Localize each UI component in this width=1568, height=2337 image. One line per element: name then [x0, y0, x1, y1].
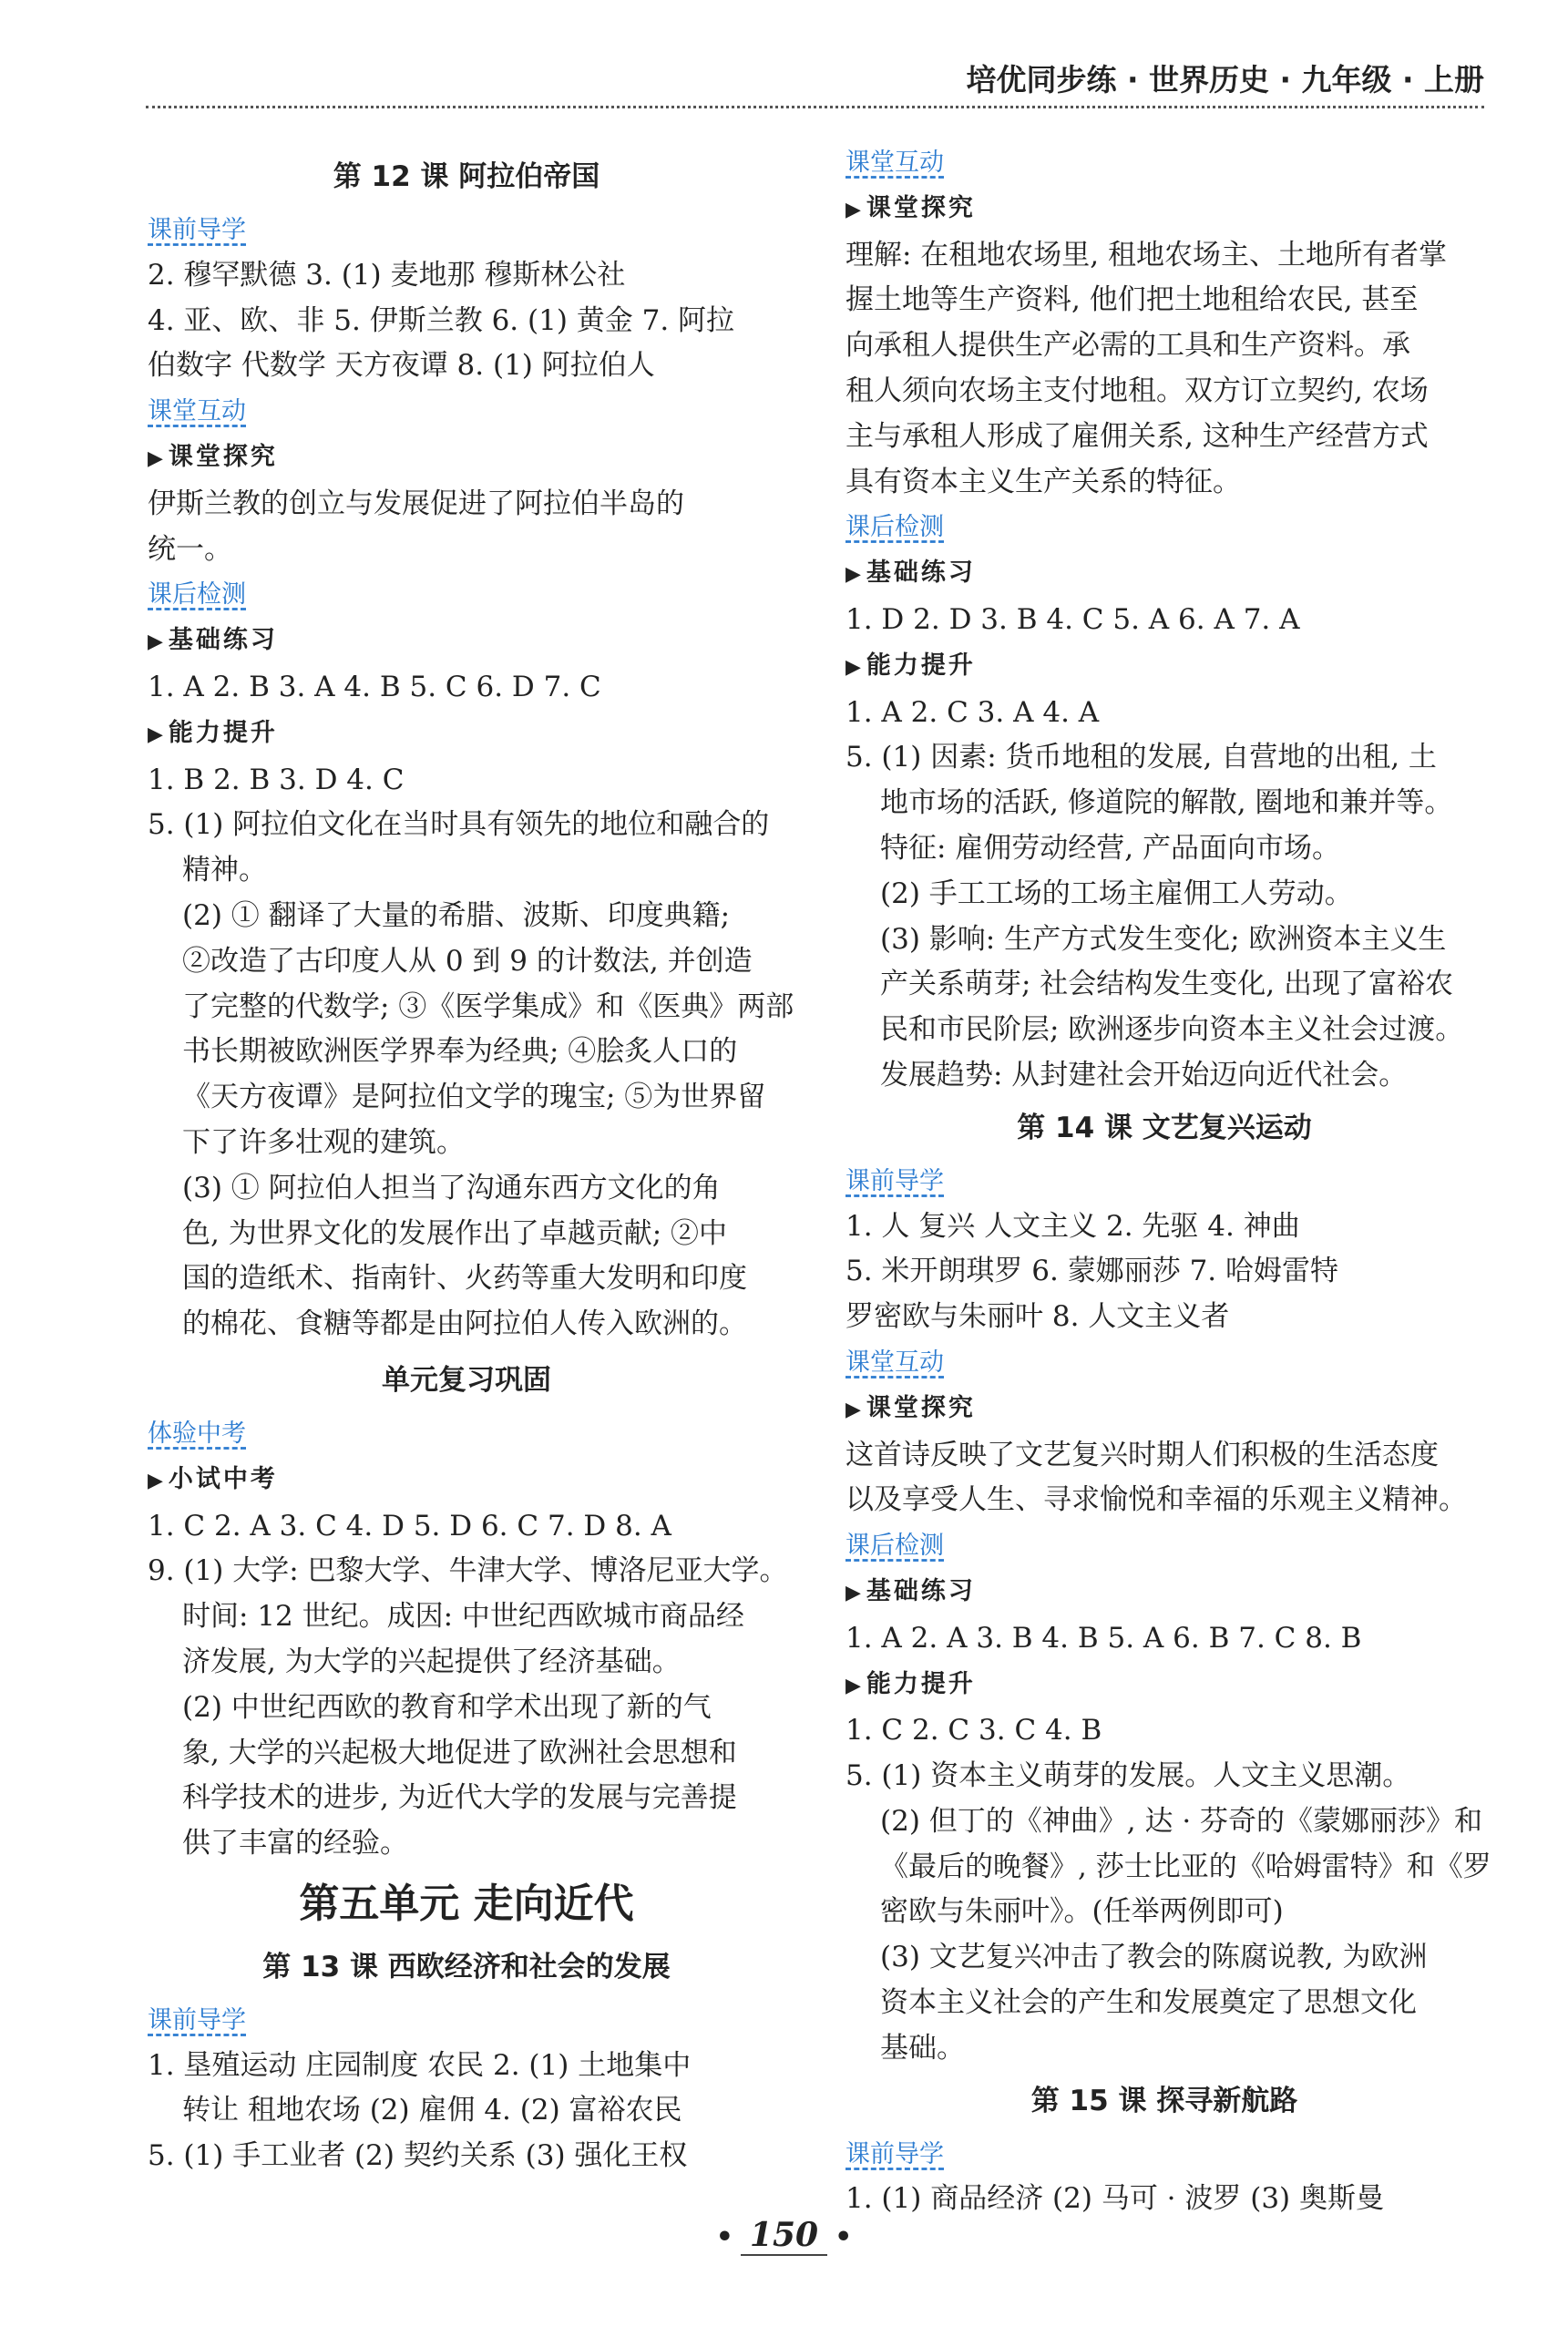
subsection-heading	[845, 643, 1483, 691]
subsection-heading	[148, 618, 785, 665]
answer-line: 理解: 在租地农场里, 租地农场主、土地所有者掌	[845, 238, 1448, 272]
subsection-heading	[845, 1569, 1483, 1616]
answer-line-indented: (3) 文艺复兴冲击了教会的陈腐说教, 为欧洲	[880, 1941, 1428, 1974]
answer-line: 主与承租人形成了雇佣关系, 这种生产经营方式	[845, 419, 1429, 453]
answer-line: 1. A 2. B 3. A 4. B 5. C 6. D 7. C	[148, 670, 601, 703]
answer-line-indented: 产关系萌芽; 社会结构发生变化, 出现了富裕农	[880, 968, 1454, 1001]
triangle-bullet-icon: ▶	[148, 446, 163, 470]
section-label: 课后检测	[845, 1532, 944, 1561]
answer-line: 4. 亚、欧、非 5. 伊斯兰教 6. (1) 黄金 7. 阿拉	[148, 303, 735, 337]
answer-line: 1. B 2. B 3. D 4. C	[148, 763, 405, 796]
section-label: 体验中考	[148, 1419, 246, 1448]
page-header	[146, 55, 1484, 108]
answer-line: 1. C 2. C 3. C 4. B	[845, 1714, 1102, 1748]
answer-line: 这首诗反映了文艺复兴时期人们积极的生活态度	[845, 1438, 1439, 1471]
section-label: 课前导学	[148, 216, 246, 244]
page-number-value: 150	[741, 2216, 827, 2256]
subsection-heading	[845, 186, 1483, 233]
subsection-heading	[148, 435, 785, 482]
subsection-heading	[148, 711, 785, 758]
answer-line-indented: (2) 中世纪西欧的教育和学术出现了新的气	[182, 1690, 712, 1724]
answer-line-indented: 下了许多壮观的建筑。	[182, 1125, 465, 1159]
section-label: 课前导学	[148, 2005, 246, 2035]
answer-line-indented: 发展趋势: 从封建社会开始迈向近代社会。	[880, 1058, 1408, 1092]
answer-line: 具有资本主义生产关系的特征。	[845, 465, 1241, 498]
answer-line-indented: (2) 但丁的《神曲》, 达 · 芬奇的《蒙娜丽莎》和	[880, 1804, 1483, 1838]
answer-line-indented: (2) ① 翻译了大量的希腊、波斯、印度典籍;	[182, 898, 731, 932]
answer-line: 2. 穆罕默德 3. (1) 麦地那 穆斯林公社	[148, 258, 626, 292]
section-label: 课前导学	[845, 2139, 944, 2168]
answer-line: 9. (1) 大学: 巴黎大学、牛津大学、博洛尼亚大学。	[148, 1554, 788, 1588]
lesson-title: 第 12 课 阿拉伯帝国	[333, 160, 600, 193]
subsection-heading	[845, 1386, 1483, 1433]
answer-line: 5. (1) 阿拉伯文化在当时具有领先的地位和融合的	[148, 808, 770, 842]
section-label: 课堂互动	[845, 149, 944, 177]
triangle-bullet-icon: ▶	[148, 723, 163, 746]
answer-line-indented: 象, 大学的兴起极大地促进了欧洲社会思想和	[182, 1736, 737, 1769]
subsection-heading	[845, 550, 1483, 598]
section-label: 课前导学	[845, 1166, 944, 1195]
answer-line-indented: ②改造了古印度人从 0 到 9 的计数法, 并创造	[182, 944, 753, 978]
answer-line: 握土地等生产资料, 他们把土地租给农民, 甚至	[845, 283, 1419, 317]
subsection-heading-text: 课堂探究	[866, 1393, 976, 1422]
subsection-heading-text: 基础练习	[866, 559, 976, 588]
answer-line-indented: 密欧与朱丽叶》。(任举两例即可)	[880, 1895, 1284, 1929]
answer-line: 1. A 2. C 3. A 4. A	[845, 695, 1100, 729]
triangle-bullet-icon: ▶	[148, 1469, 163, 1492]
answer-line-indented: 《天方夜谭》是阿拉伯文学的瑰宝; ⑤为世界留	[182, 1081, 766, 1114]
triangle-bullet-icon: ▶	[148, 630, 163, 654]
answer-line-indented: 特征: 雇佣劳动经营, 产品面向市场。	[880, 831, 1341, 865]
subsection-heading-text: 能力提升	[866, 1669, 976, 1698]
answer-line-indented: 国的造纸术、指南针、火药等重大发明和印度	[182, 1262, 747, 1296]
answer-line-indented: 资本主义社会的产生和发展奠定了思想文化	[880, 1986, 1417, 2020]
subsection-heading-text: 课堂探究	[866, 193, 976, 222]
answer-line-indented: 地市场的活跃, 修道院的解散, 圈地和兼并等。	[880, 786, 1453, 820]
lesson-title: 第 13 课 西欧经济和社会的发展	[262, 1950, 671, 1983]
answer-line: 1. A 2. A 3. B 4. B 5. A 6. B 7. C 8. B	[845, 1621, 1362, 1655]
answer-line-indented: 民和市民阶层; 欧洲逐步向资本主义社会过渡。	[880, 1013, 1464, 1047]
lesson-title: 第 15 课 探寻新航路	[1030, 2084, 1298, 2117]
subsection-heading-text: 能力提升	[168, 718, 278, 747]
answer-line-indented: 基础。	[880, 2031, 965, 2065]
page-number: • 150 •	[715, 2216, 853, 2254]
answer-line-indented: 转让 租地农场 (2) 雇佣 4. (2) 富裕农民	[182, 2094, 682, 2127]
answer-line-indented: (3) ① 阿拉伯人担当了沟通东西方文化的角	[182, 1171, 721, 1204]
section-label: 课堂互动	[845, 1348, 944, 1377]
answer-line: 5. (1) 手工业者 (2) 契约关系 (3) 强化王权	[148, 2139, 688, 2173]
section-label: 课后检测	[148, 580, 246, 610]
subsection-heading	[148, 1457, 785, 1504]
answer-line: 以及享受人生、寻求愉悦和幸福的乐观主义精神。	[845, 1483, 1467, 1517]
answer-line-indented: 色, 为世界文化的发展作出了卓越贡献; ②中	[182, 1216, 728, 1250]
book-title: 培优同步练 · 世界历史 · 九年级 · 上册	[966, 62, 1484, 97]
review-title: 单元复习巩固	[382, 1363, 551, 1397]
subsection-heading-text: 能力提升	[866, 651, 976, 680]
triangle-bullet-icon: ▶	[845, 655, 861, 679]
subsection-heading-text: 课堂探究	[168, 442, 278, 471]
answer-line-indented: 供了丰富的经验。	[182, 1827, 408, 1860]
triangle-bullet-icon: ▶	[845, 198, 861, 221]
answer-line-indented: 济发展, 为大学的兴起提供了经济基础。	[182, 1645, 681, 1678]
answer-line: 1. C 2. A 3. C 4. D 5. D 6. C 7. D 8. A	[148, 1509, 671, 1543]
answer-line: 5. 米开朗琪罗 6. 蒙娜丽莎 7. 哈姆雷特	[845, 1255, 1339, 1288]
answer-line-indented: (2) 手工工场的工场主雇佣工人劳动。	[880, 876, 1353, 910]
answer-line: 伯数字 代数学 天方夜谭 8. (1) 阿拉伯人	[148, 349, 655, 383]
answer-line-indented: 时间: 12 世纪。成因: 中世纪西欧城市商品经	[182, 1600, 744, 1634]
answer-line: 1. 人 复兴 人文主义 2. 先驱 4. 神曲	[845, 1209, 1300, 1243]
right-column	[845, 148, 1491, 2222]
subsection-heading-text: 基础练习	[168, 626, 278, 655]
triangle-bullet-icon: ▶	[845, 1674, 861, 1697]
answer-line-indented: 《最后的晚餐》, 莎士比亚的《哈姆雷特》和《罗	[880, 1850, 1491, 1883]
answer-line: 罗密欧与朱丽叶 8. 人文主义者	[845, 1300, 1230, 1334]
answer-line: 统一。	[148, 532, 232, 566]
triangle-bullet-icon: ▶	[845, 1581, 861, 1604]
answer-line: 向承租人提供生产必需的工具和生产资料。承	[845, 329, 1410, 363]
answer-line-indented: 的棉花、食糖等都是由阿拉伯人传入欧洲的。	[182, 1307, 747, 1341]
answer-line-indented: 精神。	[182, 854, 267, 887]
left-column	[148, 148, 794, 2179]
answer-line: 1. D 2. D 3. B 4. C 5. A 6. A 7. A	[845, 602, 1300, 636]
answer-line: 1. 垦殖运动 庄园制度 农民 2. (1) 土地集中	[148, 2048, 692, 2082]
answer-line-indented: 了完整的代数学; ③《医学集成》和《医典》两部	[182, 989, 794, 1023]
triangle-bullet-icon: ▶	[845, 563, 861, 587]
section-label: 课堂互动	[148, 397, 246, 426]
answer-line-indented: (3) 影响: 生产方式发生变化; 欧洲资本主义生	[880, 922, 1447, 956]
subsection-heading-text: 小试中考	[168, 1464, 278, 1493]
answer-line-indented: 书长期被欧洲医学界奉为经典; ④脍炙人口的	[182, 1035, 738, 1069]
answer-line: 租人须向农场主支付地租。双方订立契约, 农场	[845, 374, 1429, 407]
answer-line-indented: 科学技术的进步, 为近代大学的发展与完善提	[182, 1781, 737, 1815]
answer-line: 1. (1) 商品经济 (2) 马可 · 波罗 (3) 奥斯曼	[845, 2182, 1384, 2216]
answer-line: 5. (1) 资本主义萌芽的发展。人文主义思潮。	[845, 1759, 1411, 1793]
unit-title: 第五单元 走向近代	[299, 1880, 634, 1927]
answer-line: 5. (1) 因素: 货币地租的发展, 自营地的出租, 土	[845, 741, 1437, 774]
lesson-title: 第 14 课 文艺复兴运动	[1017, 1111, 1312, 1144]
triangle-bullet-icon: ▶	[845, 1398, 861, 1421]
section-label: 课后检测	[845, 513, 944, 542]
answer-line: 伊斯兰教的创立与发展促进了阿拉伯半岛的	[148, 487, 684, 520]
subsection-heading-text: 基础练习	[866, 1576, 976, 1605]
subsection-heading	[845, 1662, 1483, 1709]
